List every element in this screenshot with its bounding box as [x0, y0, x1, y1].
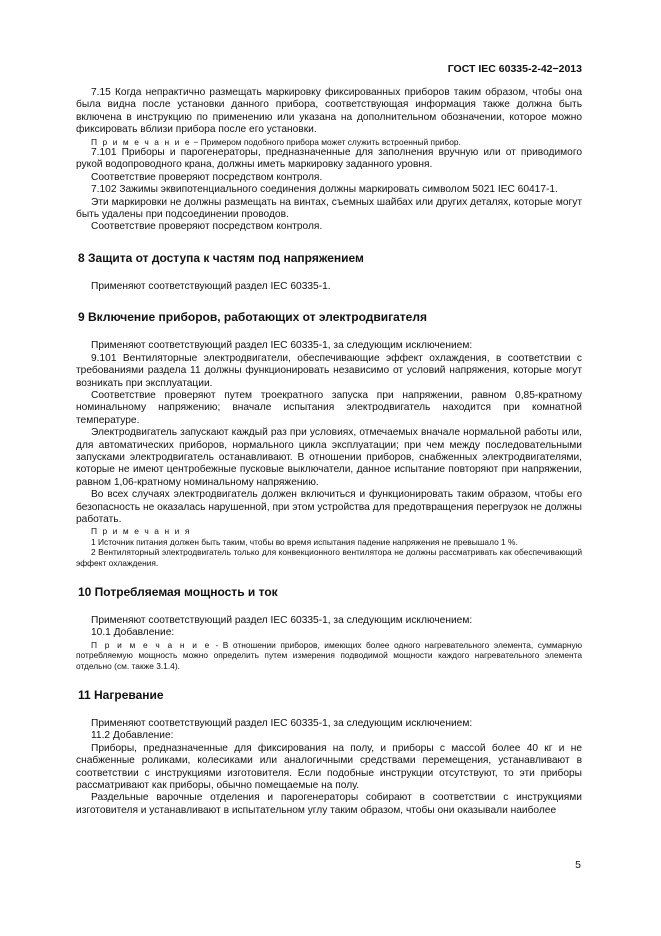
section-heading-8: 8 Защита от доступа к частям под напряжением [78, 250, 364, 265]
note-7-15 [76, 137, 582, 147]
section-heading-10: 10 Потребляемая мощность и ток [78, 585, 278, 599]
section-heading-11: 11 Нагревание [78, 688, 164, 703]
paragraph-7-15: 7.15 Когда непрактично размещать маркировку фиксированных приборов таким образом, чтобы она была видна после установки данного прибора, соответствующая информация также должна быть включена в инструкцию по применению или указана на дополнительном обозначении, которое можно фиксировать вблизи прибора после его установки. [76, 87, 582, 136]
note-9-1: 1 Источник питания должен быть таким, чтобы во время испытания падение напряжения не превышало 1 %. [91, 536, 518, 547]
note-10 [76, 640, 582, 671]
paragraph-9-all-cases: Во всех случаях электродвигатель должен включиться и функционировать таким образом, чтобы его безопасность не оказалась нарушенной, при этом устройства для предотвращения перегрузок не должны работать. [76, 489, 582, 525]
section-9-scope: Применяют соответствующий раздел IEC 60335-1, за следующим исключением: [91, 340, 473, 352]
page-content [76, 87, 582, 817]
section-11-scope: Применяют соответствующий раздел IEC 60335-1, за следующим исключением: [91, 718, 473, 730]
note-text: − Примером подобного прибора может служить встроенный прибор. [191, 136, 461, 147]
note-text: - В отношении приборов, имеющих более одного нагревательного элемента, суммарную потребляемую мощность можно определить путем измерения подводимой мощности каждого нагревательного элемента отдельно (см. также 3.1.4). [76, 639, 582, 671]
paragraph-11-2-compartments: Раздельные варочные отделения и парогенераторы собирают в соответствии с инструкциями изготовителя и устанавливают в испытательном углу таким образом, чтобы они оказывали наиболее [76, 792, 582, 816]
paragraph-7-101: 7.101 Приборы и парогенераторы, предназначенные для заполнения вручную или от приводимого рукой водопроводного крана, должны иметь маркировку заданного уровня. [76, 147, 582, 171]
paragraph-9-101: 9.101 Вентиляторные электродвигатели, обеспечивающие эффект охлаждения, в соответствии с требованиями раздела 11 должны функционировать независимо от условий напряжения, которые могут возникать при эксплуатации. [76, 352, 582, 389]
note-9-2: 2 Вентиляторный электродвигатель только для конвекционного вентилятора не должны рассматривать как обеспечивающий эффект охлаждения. [76, 547, 582, 568]
paragraph-7-102: 7.102 Зажимы эквипотенциального соединения должны маркировать символом 5021 IEC 60417-1. [91, 184, 558, 196]
page-number: 5 [575, 859, 581, 871]
standard-header: ГОСТ IEC 60335-2-42−2013 [447, 63, 582, 75]
compliance-check: Соответствие проверяют посредством контроля. [91, 171, 323, 183]
note-label: П р и м е ч а н и е [91, 136, 192, 147]
note-label: П р и м е ч а н и е [91, 639, 211, 650]
section-heading-9: 9 Включение приборов, работающих от электродвигателя [78, 310, 427, 325]
paragraph-10-1: 10.1 Добавление: [91, 627, 175, 639]
compliance-check: Соответствие проверяют посредством контроля. [91, 221, 323, 233]
paragraph-9-motor: Электродвигатель запускают каждый раз при условиях, отмечаемых вначале нормальной работы или, для автоматических приборов, нормального цикла эксплуатации; при чем между последовательными запусками электродвигатель останавливают. В отношении приборов, снабженных электродвигателями, которые не имеют центробежные пусковые выключатели, данное испытание повторяют при напряжении, равном 1,06-кратному номинальному напряжению. [76, 427, 582, 488]
section-10-scope: Применяют соответствующий раздел IEC 60335-1, за следующим исключением: [91, 615, 473, 626]
paragraph-11-2-floor: Приборы, предназначенные для фиксирования на полу, и приборы с массой более 40 кг и не снабженные роликами, колесиками или аналогичными средствами перемещения, устанавливают в соответствии с инструкциями изготовителя. Если подобные инструкции отсутствуют, то эти приборы рассматривают как приборы, обычно помещаемые на полу. [76, 742, 582, 792]
section-8-scope: Применяют соответствующий раздел IEC 60335-1. [91, 280, 331, 292]
paragraph-7-102-markings: Эти маркировки не должны размещать на винтах, съемных шайбах или других деталях, которые могут быть удалены при подсоединении проводов. [76, 196, 582, 221]
notes-9-label: П р и м е ч а н и я [91, 526, 191, 537]
paragraph-9-check: Соответствие проверяют путем троекратного запуска при напряжении, равном 0,85-кратному номинальному напряжению; вначале испытания электродвигатель находится при комнатной температуре. [76, 389, 582, 426]
paragraph-11-2: 11.2 Добавление: [91, 730, 174, 742]
